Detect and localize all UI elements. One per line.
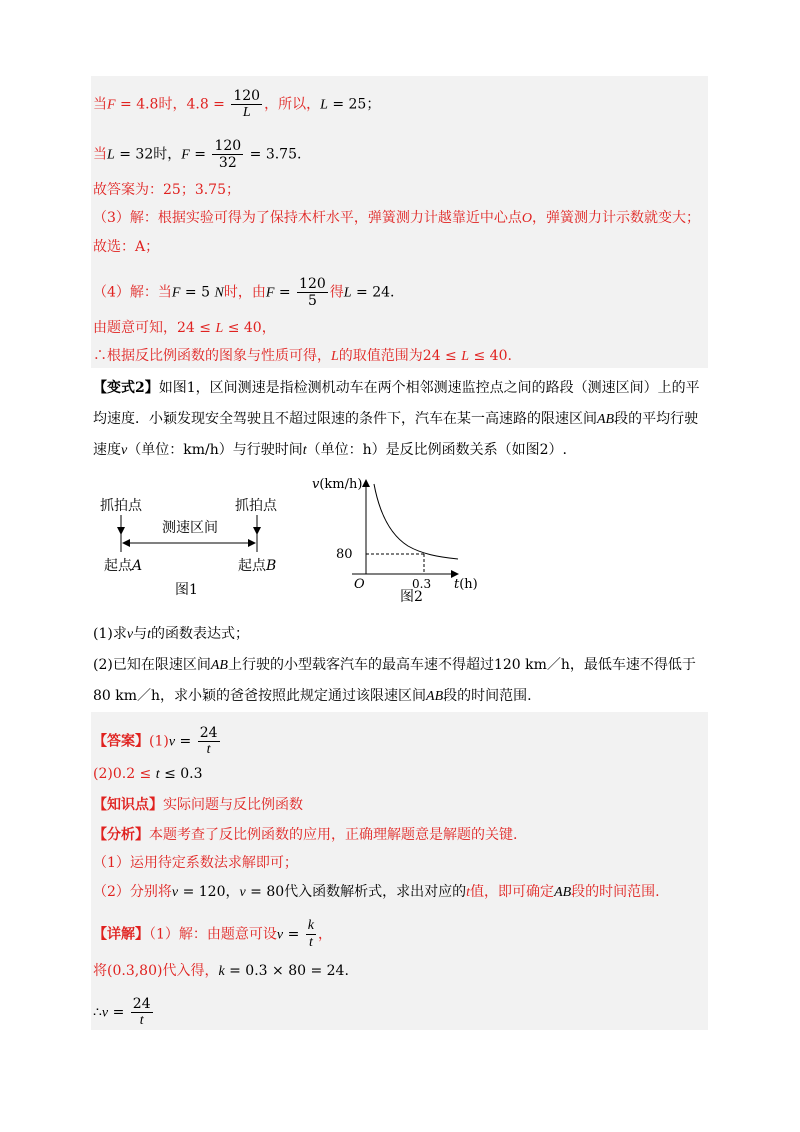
start-point-b-label: 起点B bbox=[238, 558, 277, 574]
analysis-line-2: （1）运用待定系数法求解即可； bbox=[93, 855, 298, 871]
solution-line-2: 当L = 32时，F = $\frac{120}{32}$ = 3.75. bbox=[93, 138, 302, 171]
figure-2-caption: 图2 bbox=[400, 589, 423, 605]
variant-line-3: 速度v（单位：km/h）与行驶时间t（单位：h）是反比例函数关系（如图2）. bbox=[93, 442, 567, 458]
origin-label: O bbox=[354, 577, 365, 592]
figure-2-graph bbox=[308, 470, 488, 608]
speed-zone-label: 测速区间 bbox=[162, 520, 218, 536]
knowledge-point-tag: 【知识点】 bbox=[93, 797, 163, 813]
figure-1-caption: 图1 bbox=[175, 582, 198, 598]
solution-line-4: （3）解：根据实验可得为了保持木杆水平，弹簧测力计越靠近中心点O，弹簧测力计示数就变大； bbox=[93, 210, 701, 226]
detail-line-1: 【详解】（1）解：由题意可设v = $\frac{k}{t}$ ， bbox=[93, 918, 332, 950]
analysis-tag: 【分析】 bbox=[93, 827, 149, 843]
solution-line-3: 故答案为：25；3.75； bbox=[93, 182, 240, 198]
answer-line-1: 【答案】(1)v = $\frac{24}{t}$ bbox=[93, 725, 218, 757]
x-axis-label: t(h) bbox=[454, 577, 478, 592]
left-capture-label: 抓拍点 bbox=[100, 498, 142, 514]
solution-line-8: ∴根据反比例函数的图象与性质可得，L的取值范围为24 ≤ L ≤ 40. bbox=[93, 348, 512, 364]
answer-tag: 【答案】 bbox=[93, 733, 149, 750]
analysis-line-1: 【分析】本题考查了反比例函数的应用，正确理解题意是解题的关键. bbox=[93, 827, 518, 843]
solution-line-6: （4）解：当F = 5 N时，由F = $\frac{120}{5}$ 得L = 24. bbox=[93, 276, 395, 309]
start-point-a-label: 起点A bbox=[104, 558, 143, 574]
right-capture-label: 抓拍点 bbox=[235, 498, 277, 514]
y-tick-80: 80 bbox=[336, 547, 353, 562]
variant-line-1: 【变式2】如图1，区间测速是指检测机动车在两个相邻测速监控点之间的路段（测速区间）上的平 bbox=[93, 380, 700, 396]
x-tick-0-3: 0.3 bbox=[412, 577, 432, 591]
knowledge-point: 【知识点】实际问题与反比例函数 bbox=[93, 797, 303, 813]
solution-line-1: 当F = 4.8时，4.8 = $\frac{120}{L}$ ，所以，L = 25； bbox=[93, 88, 381, 120]
solution-line-5: 故选：A； bbox=[93, 239, 160, 255]
question-2-line-1: (2)已知在限速区间AB上行驶的小型载客汽车的最高车速不得超过120 km／h，最低车速不得低于 bbox=[93, 657, 696, 673]
detail-tag: 【详解】 bbox=[93, 926, 149, 943]
variant-line-2: 均速度．小颖发现安全驾驶且不超过限速的条件下，汽车在某一高速路的限速区间AB段的平均行驶 bbox=[93, 411, 699, 427]
detail-line-2: 将(0.3,80)代入得，k = 0.3 × 80 = 24. bbox=[93, 963, 349, 979]
hyperbola-curve bbox=[374, 484, 458, 559]
figure-1-diagram bbox=[90, 490, 300, 605]
question-2-line-2: 80 km／h，求小颖的爸爸按照此规定通过该限速区间AB段的时间范围. bbox=[93, 688, 532, 704]
detail-line-3: ∴v = $\frac{24}{t}$ bbox=[93, 996, 151, 1028]
solution-line-7: 由题意可知，24 ≤ L ≤ 40， bbox=[93, 320, 276, 336]
answer-line-2: (2)0.2 ≤ t ≤ 0.3 bbox=[93, 766, 203, 782]
analysis-line-3: （2）分别将v = 120，v = 80代入函数解析式，求出对应的t值，即可确定AB段的时间范围. bbox=[93, 884, 660, 900]
question-1: (1)求v与t的函数表达式； bbox=[93, 626, 249, 642]
variant-tag: 【变式2】 bbox=[93, 380, 159, 396]
y-axis-label: v(km/h) bbox=[312, 477, 363, 492]
